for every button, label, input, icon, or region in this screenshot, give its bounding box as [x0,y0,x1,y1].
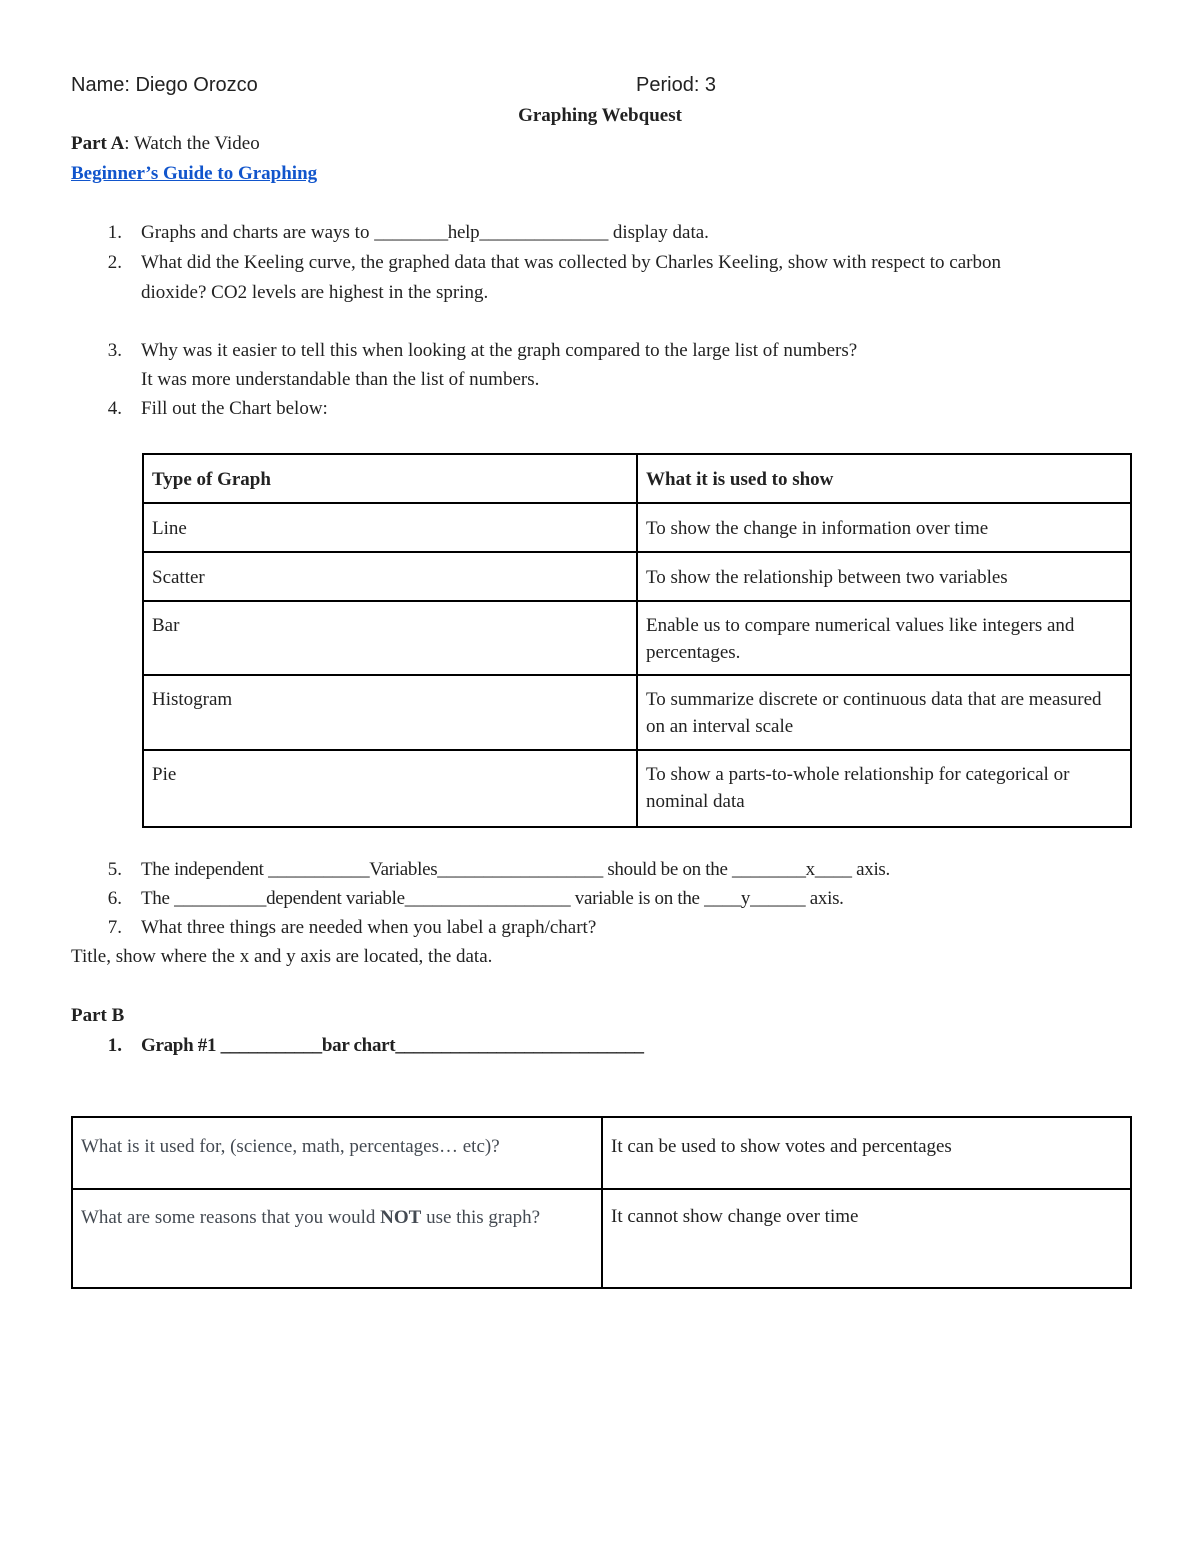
not-use-question [72,1189,602,1288]
q3-question: Why was it easier to tell this when looking at the graph compared to the large list of numbers? [141,340,858,361]
q2-answer: dioxide? CO2 levels are highest in the spring. [141,282,489,303]
graph1-label: Graph #1 ___________bar chart___________________________ [141,1035,644,1056]
graph1-details-table [71,1116,1132,1289]
q7-answer: Title, show where the x and y axis are located, the data. [71,946,493,967]
not-use-question-end: use this graph? [421,1207,541,1228]
graph-type-cell: Bar [143,601,637,675]
not-use-answer: It cannot show change over time [602,1189,1131,1288]
graph-use-cell: To show a parts-to-whole relationship for categorical or nominal data [637,750,1131,827]
usage-answer: It can be used to show votes and percentages [602,1117,1131,1189]
q1-number: 1. [107,222,122,243]
q1-prompt-end: display data. [608,222,709,243]
table-row [72,1117,1131,1189]
q3-number: 3. [107,340,122,361]
graph-type-cell: Pie [143,750,637,827]
class-period: Period: 3 [636,74,717,96]
q2-number: 2. [107,252,122,273]
header-used-to-show: What it is used to show [637,454,1131,503]
table-row [72,1189,1131,1288]
q5-number: 5. [107,859,122,880]
graph1-number: 1. [107,1035,122,1056]
graph-use-cell: To show the change in information over time [637,503,1131,552]
graph-use-cell: To show the relationship between two variables [637,552,1131,601]
graph-type-cell: Scatter [143,552,637,601]
table-row [143,675,1131,750]
video-link[interactable]: Beginner’s Guide to Graphing [71,163,318,184]
q7-number: 7. [107,917,122,938]
table-row [143,601,1131,675]
graph-type-cell: Line [143,503,637,552]
part-b-heading: Part B [71,1005,125,1026]
q4-number: 4. [107,398,122,419]
q1-answer: ________help______________ [374,222,609,243]
q7-question: What three things are needed when you label a graph/chart? [141,917,597,938]
q4-question: Fill out the Chart below: [141,398,328,419]
part-a-instruction: : Watch the Video [124,133,260,154]
table-row [143,503,1131,552]
graph-use-cell: To summarize discrete or continuous data that are measured on an interval scale [637,675,1131,750]
q1-text [141,218,709,247]
table-header-row [143,454,1131,503]
q1-prompt: Graphs and charts are ways to [141,222,375,243]
table-row [143,750,1131,827]
worksheet-title: Graphing Webquest [518,105,682,126]
table-row [143,552,1131,601]
part-a-label: Part A [71,133,125,154]
graph-types-table [142,453,1132,828]
q2-question: What did the Keeling curve, the graphed data that was collected by Charles Keeling, show with respect to carbon [141,252,1001,273]
part-a-heading [71,129,260,158]
q6-number: 6. [107,888,122,909]
graph-type-cell: Histogram [143,675,637,750]
q6-text: The __________dependent variable__________________ variable is on the ____y______ axis. [141,888,844,909]
graph-use-cell: Enable us to compare numerical values like integers and percentages. [637,601,1131,675]
header-type-of-graph: Type of Graph [143,454,637,503]
q5-text: The independent ___________Variables__________________ should be on the ________x____ axis. [141,859,890,880]
student-name: Name: Diego Orozco [71,74,258,96]
usage-question: What is it used for, (science, math, percentages… etc)? [72,1117,602,1189]
not-emphasis: NOT [380,1207,422,1228]
q3-answer: It was more understandable than the list of numbers. [141,369,540,390]
not-use-question-start: What are some reasons that you would [81,1207,381,1228]
